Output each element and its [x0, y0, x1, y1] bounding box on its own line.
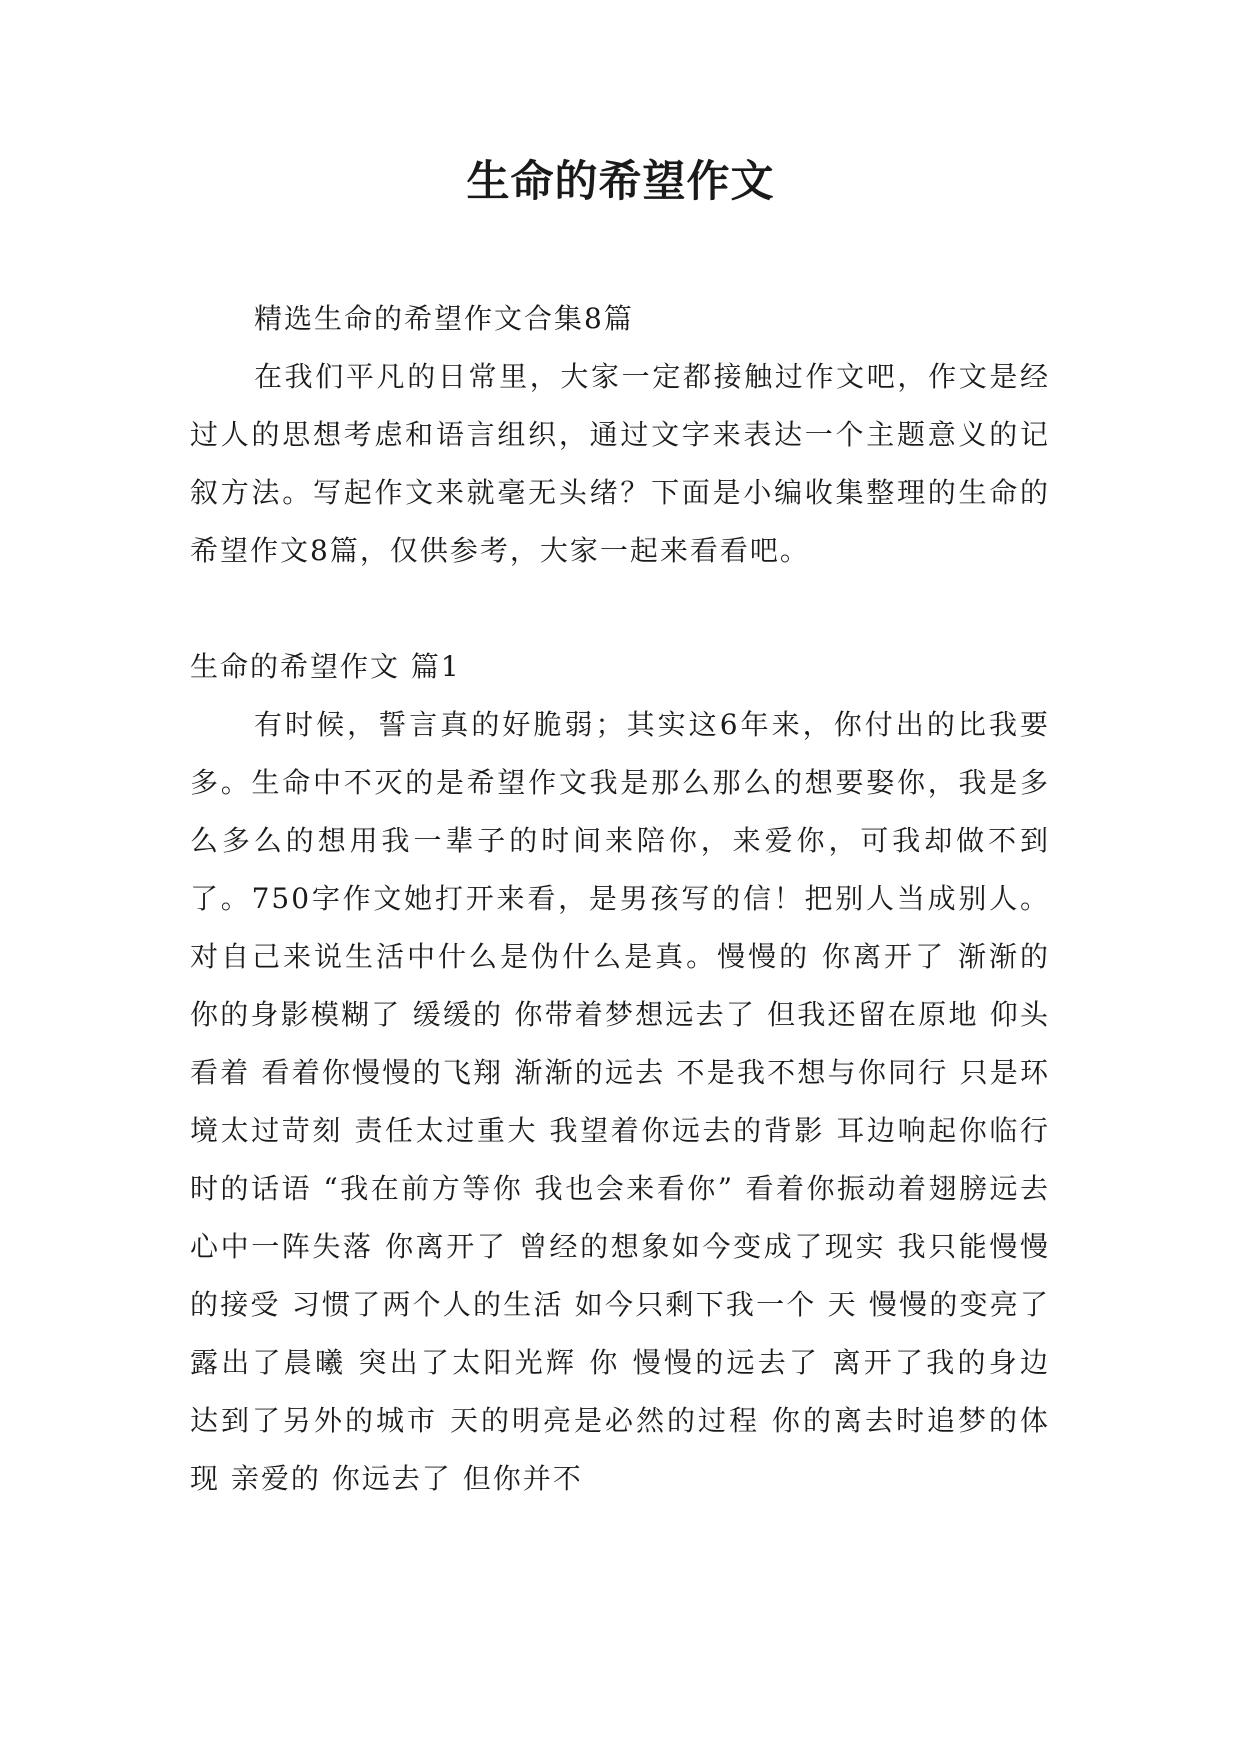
section-spacer: [190, 580, 1050, 638]
intro-paragraph: 在我们平凡的日常里，大家一定都接触过作文吧，作文是经过人的思想考虑和语言组织，通过文字来表达一个主题意义的记叙方法。写起作文来就毫无头绪？下面是小编收集整理的生命的希望作文8篇，仅供参考，大家一起来看看吧。: [190, 360, 1050, 567]
document-body: [190, 290, 1050, 1508]
document-title: 生命的希望作文: [466, 157, 775, 207]
intro-line: 精选生命的希望作文合集8篇: [254, 302, 634, 335]
section-heading: 生命的希望作文 篇1: [190, 650, 461, 683]
section-paragraph: 有时候，誓言真的好脆弱；其实这6年来，你付出的比我要多。生命中不灭的是希望作文我是那么那么的想要娶你，我是多么多么的想用我一辈子的时间来陪你，来爱你，可我却做不到了。750字作文她打开来看，是男孩写的信！把别人当成别人。对自己来说生活中什么是伪什么是真。慢慢的 你离开了 渐渐的 你的身影模糊了 缓缓的 你带着梦想远去了 但我还留在原地 仰头看着 看着你慢慢的飞翔 渐渐的远去 不是我不想与你同行 只是环境太过苛刻 责任太过重大 我望着你远去的背影 耳边响起你临行时的话语 “我在前方等你 我也会来看你” 看着你振动着翅膀远去 心中一阵失落 你离开了 曾经的想象如今变成了现实 我只能慢慢的接受 习惯了两个人的生活 如今只剩下我一个 天 慢慢的变亮了 露出了晨曦 突出了太阳光辉 你 慢慢的远去了 离开了我的身边 达到了另外的城市 天的明亮是必然的过程 你的离去时追梦的体现 亲爱的 你远去了 但你并不: [190, 708, 1050, 1495]
